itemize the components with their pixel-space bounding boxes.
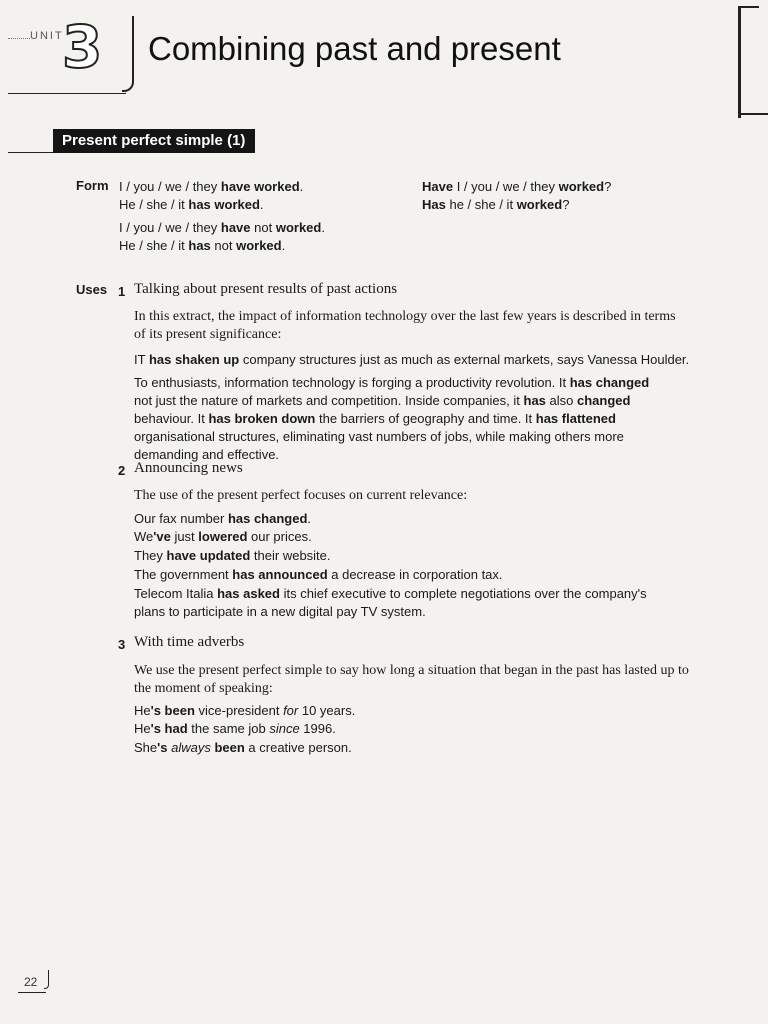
use-number: 1 xyxy=(118,284,126,299)
use-example: To enthusiasts, information technology is forging a productivity revolution. It has changed not just the nature of markets and competition. Inside companies, it has also changed behaviour. It has broken down the barriers of geography and time. It has flattened organisational structures, eliminating vast numbers of jobs, while making others more demanding and effective. xyxy=(134,375,650,462)
use-number: 2 xyxy=(118,463,126,478)
use-intro: We use the present perfect simple to say how long a situation that began in the past has lasted up to the moment of speaking: xyxy=(134,663,689,696)
use-number: 3 xyxy=(118,637,126,652)
form-negative-2: He / she / it has not worked. xyxy=(119,238,286,253)
page-number-rule xyxy=(18,992,46,993)
section-title: Present perfect simple (1) xyxy=(53,129,255,153)
use-example: He's been vice-president for 10 years. xyxy=(134,703,356,718)
use-intro: In this extract, the impact of information technology over the last few years is described in terms of its present significance: xyxy=(134,309,676,342)
uses-label: Uses xyxy=(76,282,108,297)
form-affirmative-1: I / you / we / they have worked. xyxy=(119,179,304,194)
use-example: They have updated their website. xyxy=(134,548,331,563)
use-example: We've just lowered our prices. xyxy=(134,529,312,544)
header-rule xyxy=(8,93,126,94)
page-number: 22 xyxy=(24,975,38,989)
use-example: Our fax number has changed. xyxy=(134,511,312,526)
form-negative-1: I / you / we / they have not worked. xyxy=(119,220,325,235)
use-intro: The use of the present perfect focuses on current relevance: xyxy=(134,488,468,503)
use-example: He's had the same job since 1996. xyxy=(134,721,336,736)
page-title: Combining past and present xyxy=(148,30,561,67)
form-label: Form xyxy=(76,178,109,193)
use-heading: Announcing news xyxy=(134,460,243,476)
unit-dotted-rule xyxy=(8,38,30,39)
header-bracket xyxy=(122,16,134,92)
unit-label: UNIT xyxy=(30,30,64,42)
form-question-1: Have I / you / we / they worked? xyxy=(422,179,612,194)
use-heading: With time adverbs xyxy=(134,634,245,650)
use-example: The government has announced a decrease in corporation tax. xyxy=(134,567,503,582)
form-affirmative-2: He / she / it has worked. xyxy=(119,197,264,212)
page-number-bracket xyxy=(44,970,49,989)
margin-tab-line xyxy=(738,6,759,118)
use-example: Telecom Italia has asked its chief executive to complete negotiations over the company's plans to participate in a new digital pay TV system. xyxy=(134,586,647,619)
form-question-2: Has he / she / it worked? xyxy=(422,197,570,212)
use-heading: Talking about present results of past actions xyxy=(134,281,398,297)
use-example: IT has shaken up company structures just as much as external markets, says Vanessa Houlder. xyxy=(134,352,690,367)
margin-tab-tick xyxy=(738,113,768,115)
use-example: She's always been a creative person. xyxy=(134,740,352,755)
unit-number: 3 xyxy=(62,13,103,81)
